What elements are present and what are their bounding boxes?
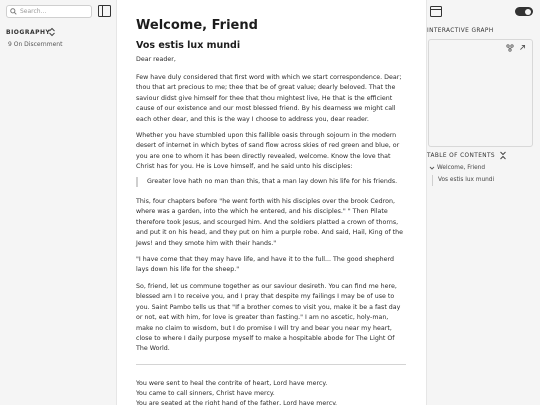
toc-children [432,175,494,186]
page-subtitle: Vos estis lux mundi [136,40,241,51]
left-sidebar [0,0,117,405]
search-box[interactable] [6,5,92,18]
graph-view[interactable] [428,39,533,147]
page-title: Welcome, Friend [136,18,258,33]
chevron-up-down-icon[interactable] [48,27,56,37]
graph-settings-icon[interactable] [506,44,514,52]
litany-line: You came to call sinners, Christ have mercy. [136,390,275,397]
paragraph-4: "I have come that they may have life, and have it to the full... The good shepherd lays down his life for the sheep." [136,256,394,274]
right-sidebar [426,0,540,405]
toc-item-label: Welcome, Friend [437,165,486,171]
theme-toggle[interactable] [515,7,533,16]
divider [136,364,406,365]
blockquote: Greater love hath no man than this, that a man lay down his life for his friends. [136,177,407,187]
reader-mode-icon[interactable] [430,6,442,17]
paragraph-2: Whether you have stumbled upon this fallible oasis through sojourn in the modern desert of internet in which bytes of sand flow across skies of red green and blue, or you are one to whom it has been directly revealed, welcome. Know the love that Christ has for you. He is Love himself, and he said unto his disciples: [136,132,400,171]
sidebar-toggle-icon[interactable] [98,5,111,17]
expand-icon[interactable] [519,44,526,51]
search-icon [10,8,17,15]
paragraph-1: Few have duly considered that first word with which we start correspondence. Dear; thou that art precious to me; thee that be of great value; dearly beloved. That the saviour didst give himself for thee that thou mightest live, He that is the efficient cause of our existence and our most blessed friend. By his dearness we might call each other dear, and this is the way I choose to address you, dear reader. [136,74,402,123]
paragraph-5: So, friend, let us commune together as our saviour desireth. You can find me here, blessed am I to receive you, and I pray that despite my failings I may be of use to you. Saint Pambo tells us that "If a brother comes to visit you, make it be a fast day or not, eat with him, for love is greater than fasting." I am no ascetic, holy-man, make no claim to wisdom, but I do promise I will try and bear you near my heart, close to where I daily purpose myself to make a hospitable abode for The Light Of The World. [136,283,401,353]
chevron-down-icon[interactable] [429,165,435,171]
main-content [117,0,426,405]
nav-item-on-discernment[interactable]: 9 On Discernment [8,41,63,48]
collapse-icon[interactable] [499,151,507,160]
paragraph-3: This, four chapters before "he went forth with his disciples over the brook Cedron, where was a garden, into the which he entered, and his disciples." " Then Pilate therefore took Jesus, and scourged him. And the soldiers platted a crown of thorns, and put it on his head, and they put on him a purple robe. And said, Hail, King of the Jews! and they smote him with their hands." [136,198,403,247]
litany-line: You were sent to heal the contrite of heart, Lord have mercy. [136,380,328,387]
toc-item-vos-estis[interactable]: Vos estis lux mundi [438,177,495,183]
graph-label: INTERACTIVE GRAPH [427,28,494,34]
section-label-biography[interactable]: BIOGRAPHY [6,29,51,36]
search-input[interactable] [20,8,80,15]
litany-line: You are seated at the right hand of the father, Lord have mercy. [136,400,338,405]
salutation: Dear reader, [136,56,176,63]
toc-item-welcome[interactable] [429,165,485,171]
toc-label: TABLE OF CONTENTS [427,153,496,159]
